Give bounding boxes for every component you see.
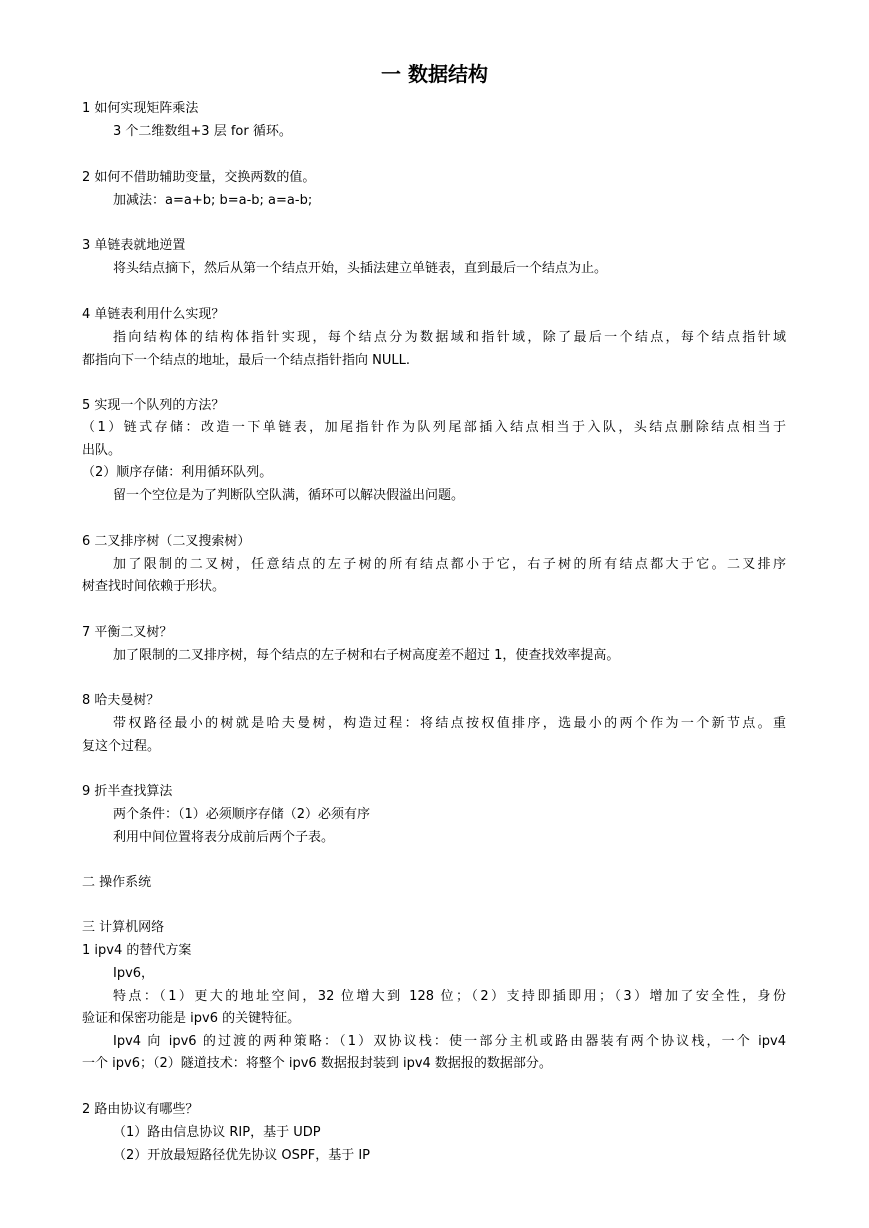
- answer-9-text-line-2: 利用中间位置将表分成前后两个子表。: [113, 830, 335, 845]
- network-answer-1-line-1: Ipv6，: [113, 966, 155, 981]
- section-3-heading: 三 计算机网络: [82, 920, 165, 935]
- network-answer-2-line-1: （1）路由信息协议 RIP，基于 UDP: [113, 1125, 321, 1140]
- answer-9-text-line-1: 两个条件：（1）必须顺序存储（2）必须有序: [113, 807, 371, 822]
- question-9-heading: 9 折半查找算法: [82, 784, 173, 799]
- answer-7-text: 加了限制的二叉排序树，每个结点的左子树和右子树高度差不超过 1，使查找效率提高。: [113, 648, 620, 663]
- answer-4-text-line-2: 都指向下一个结点的地址，最后一个结点指针指向 NULL.: [82, 353, 410, 368]
- answer-5-text-line-4: 留一个空位是为了判断队空队满，循环可以解决假溢出问题。: [113, 488, 465, 503]
- answer-2-text: 加减法：a=a+b; b=a-b; a=a-b;: [113, 193, 313, 208]
- section-2-heading: 二 操作系统: [82, 875, 152, 890]
- answer-5-text-line-2: 出队。: [82, 443, 122, 458]
- network-question-1-heading: 1 ipv4 的替代方案: [82, 943, 192, 958]
- network-question-2-heading: 2 路由协议有哪些？: [82, 1102, 199, 1117]
- question-2-heading: 2 如何不借助辅助变量，交换两数的值。: [82, 170, 316, 185]
- question-3-heading: 3 单链表就地逆置: [82, 238, 186, 253]
- network-answer-1-line-3: 验证和保密功能是 ipv6 的关键特征。: [82, 1011, 301, 1026]
- answer-6-text-line-1: 加了限制的二叉树，任意结点的左子树的所有结点都小于它，右子树的所有结点都大于它。二叉排序: [113, 557, 786, 572]
- question-1-heading: 1 如何实现矩阵乘法: [82, 101, 199, 116]
- network-answer-1-line-5: 一个 ipv6；（2）隧道技术：将整个 ipv6 数据报封装到 ipv4 数据报的数据部分。: [82, 1056, 552, 1071]
- question-5-heading: 5 实现一个队列的方法？: [82, 398, 225, 413]
- network-answer-1-line-2: 特点：（1）更大的地址空间，32 位增大到 128 位；（2）支持即插即用；（3）增加了安全性，身份: [113, 989, 786, 1004]
- answer-6-text-line-2: 树查找时间依赖于形状。: [82, 579, 226, 594]
- answer-5-text-line-3: （2）顺序存储：利用循环队列。: [82, 465, 273, 480]
- answer-5-text-line-1: （1）链式存储：改造一下单链表，加尾指针作为队列尾部插入结点相当于入队，头结点删除结点相当于: [82, 420, 786, 435]
- page-title: 一 数据结构: [381, 62, 488, 86]
- answer-3-text: 将头结点摘下，然后从第一个结点开始，头插法建立单链表，直到最后一个结点为止。: [113, 261, 608, 276]
- answer-8-text-line-1: 带权路径最小的树就是哈夫曼树，构造过程：将结点按权值排序，选最小的两个作为一个新节点。重: [113, 716, 786, 731]
- question-7-heading: 7 平衡二叉树？: [82, 625, 173, 640]
- network-answer-1-line-4: Ipv4 向 ipv6 的过渡的两种策略：（1）双协议栈：使一部分主机或路由器装有两个协议栈，一个 ipv4: [113, 1034, 786, 1049]
- network-answer-2-line-2: （2）开放最短路径优先协议 OSPF，基于 IP: [113, 1148, 371, 1163]
- question-8-heading: 8 哈夫曼树？: [82, 693, 160, 708]
- question-4-heading: 4 单链表利用什么实现？: [82, 307, 225, 322]
- answer-1-text: 3 个二维数组+3 层 for 循环。: [113, 124, 292, 139]
- question-6-heading: 6 二叉排序树（二叉搜索树）: [82, 534, 251, 549]
- answer-4-text-line-1: 指向结构体的结构体指针实现，每个结点分为数据域和指针域，除了最后一个结点，每个结点指针域: [113, 330, 786, 345]
- answer-8-text-line-2: 复这个过程。: [82, 739, 161, 754]
